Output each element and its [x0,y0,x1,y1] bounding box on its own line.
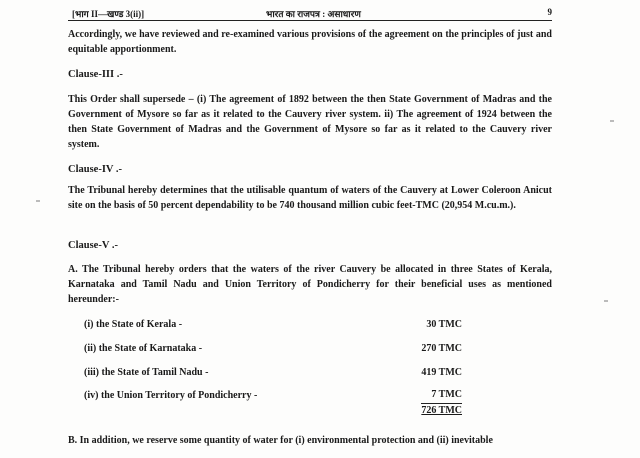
clause-5-b-text: B. In addition, we reserve some quantity of water for (i) environmental protection and (ii) inevitable [68,435,493,446]
page-number: 9 [547,7,552,17]
allocation-value-tamil-nadu: 419 TMC [421,367,462,378]
margin-mark [610,120,614,122]
allocation-label-pondicherry: (iv) the Union Territory of Pondicherry - [84,390,258,401]
clause-4-heading: Clause-IV .- [68,164,123,175]
clause-4-text: The Tribunal hereby determines that the utilisable quantum of waters of the Cauvery at Lower Coleroon Anicut site on the basis of 50 percent dependability to be 740 thousand million cubic feet-TMC (20,954 M.cu.m.). [68,185,552,211]
header-rule [68,20,552,21]
clause-5-heading: Clause-V .- [68,240,118,251]
clause-3-heading: Clause-III .- [68,69,123,80]
allocation-label-kerala: (i) the State of Kerala - [84,319,183,330]
margin-mark [604,300,608,302]
allocation-value-kerala: 30 TMC [426,319,462,330]
clause-3-text: This Order shall supersede – (i) The agreement of 1892 between the then State Government of Madras and the Government of Mysore so far as it related to the Cauvery river system. ii) The agreement of 1924 between the then State Government of Madras and the Government of Mysore so far as it related to the Cauvery river system. [68,94,552,150]
clause-5-a-text: A. The Tribunal hereby orders that the waters of the river Cauvery be allocated in three States of Kerala, Karnataka and Tamil Nadu and Union Territory of Pondicherry for their beneficial uses as mentioned hereunder:- [68,264,552,305]
allocation-label-karnataka: (ii) the State of Karnataka - [84,343,203,354]
margin-mark [36,200,40,202]
allocation-value-pondicherry: 7 TMC [431,389,462,400]
header-section: [भाग II—खण्ड 3(ii)] [72,9,145,19]
allocation-value-karnataka: 270 TMC [421,343,462,354]
allocation-label-tamil-nadu: (iii) the State of Tamil Nadu - [84,367,209,378]
header-gazette-title: भारत का राजपत्र : असाधारण [266,9,361,19]
allocation-total: 726 TMC [421,405,462,416]
intro-paragraph: Accordingly, we have reviewed and re-examined various provisions of the agreement on the principles of just and equitable apportionment. [68,29,552,55]
